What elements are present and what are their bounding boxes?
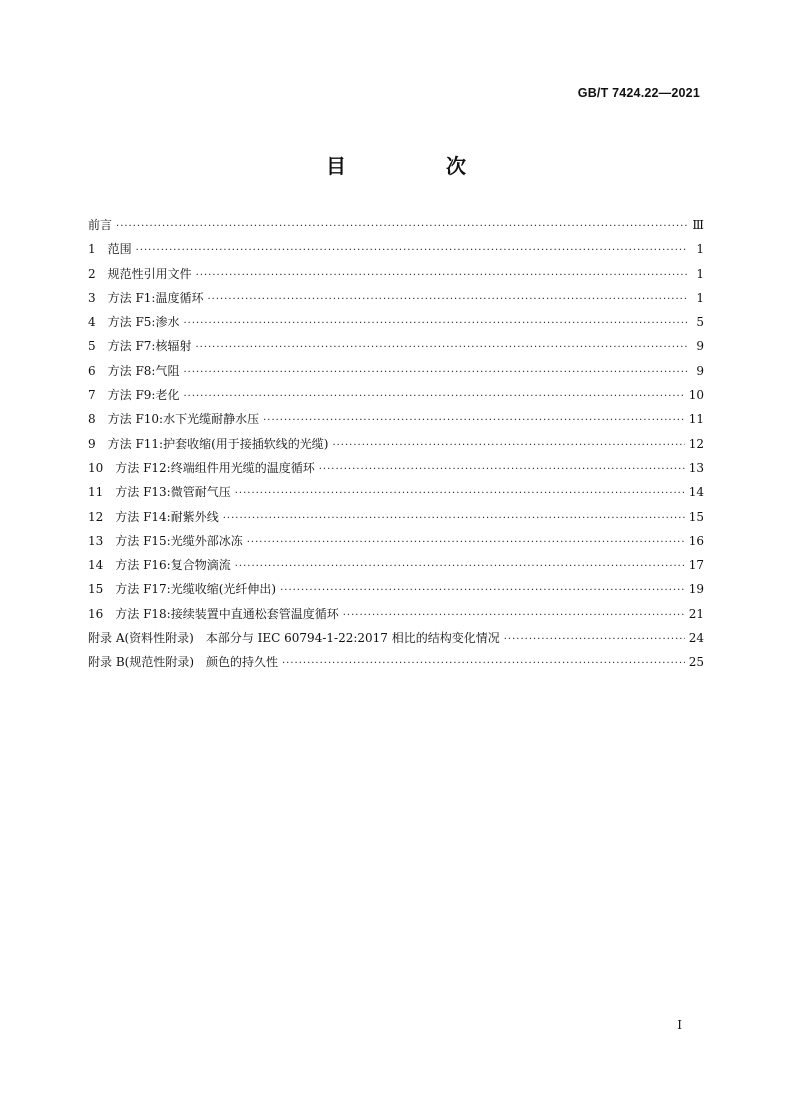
toc-entry-page: 15 <box>688 509 704 524</box>
toc-entry-label: 2 规范性引用文件 <box>88 266 192 281</box>
toc-entry[interactable] <box>88 410 704 434</box>
toc-entry-page: 9 <box>696 363 704 378</box>
toc-leader-dots <box>196 270 688 281</box>
toc-entry-label: 1 范围 <box>88 242 132 257</box>
toc-entry-page: 19 <box>688 582 704 597</box>
toc-entry[interactable] <box>88 240 704 264</box>
page-title: 目 次 <box>326 154 506 178</box>
toc-entry-label: 16 方法 F18:接续装置中直通松套管温度循环 <box>88 606 339 621</box>
toc-entry-label: 附录 B(规范性附录) 颜色的持久性 <box>88 655 278 670</box>
toc-entry[interactable] <box>88 337 704 361</box>
toc-entry-page: 14 <box>688 485 704 500</box>
toc-leader-dots <box>223 513 685 524</box>
toc-entry[interactable] <box>88 605 704 629</box>
toc-entry[interactable] <box>88 289 704 313</box>
toc-entry-label: 8 方法 F10:水下光缆耐静水压 <box>88 412 260 427</box>
toc-entry-label: 10 方法 F12:终端组件用光缆的温度循环 <box>88 460 315 475</box>
table-of-contents <box>88 216 704 678</box>
toc-entry-page: 17 <box>688 558 704 573</box>
toc-leader-dots <box>235 488 685 499</box>
toc-entry-label: 14 方法 F16:复合物滴流 <box>88 558 231 573</box>
toc-entry[interactable] <box>88 265 704 289</box>
toc-leader-dots <box>136 245 688 256</box>
toc-entry-page: 25 <box>688 655 704 670</box>
toc-leader-dots <box>183 367 688 378</box>
toc-leader-dots <box>235 561 685 572</box>
toc-entry[interactable] <box>88 653 704 677</box>
toc-leader-dots <box>343 610 685 621</box>
toc-entry-label: 附录 A(资料性附录) 本部分与 IEC 60794-1-22:2017 相比的结构变化情况 <box>88 631 500 646</box>
toc-entry[interactable] <box>88 483 704 507</box>
toc-leader-dots <box>116 221 688 232</box>
toc-entry[interactable] <box>88 629 704 653</box>
toc-entry-label: 4 方法 F5:渗水 <box>88 315 180 330</box>
toc-entry[interactable] <box>88 216 704 240</box>
toc-entry-page: 21 <box>688 606 704 621</box>
toc-entry-page: 12 <box>688 436 704 451</box>
toc-entry-label: 15 方法 F17:光缆收缩(光纤伸出) <box>88 582 277 597</box>
toc-entry-label: 6 方法 F8:气阻 <box>88 363 180 378</box>
toc-entry[interactable] <box>88 580 704 604</box>
toc-entry-label: 7 方法 F9:老化 <box>88 388 180 403</box>
toc-entry-label: 11 方法 F13:微管耐气压 <box>88 485 231 500</box>
toc-entry-page: 16 <box>688 533 704 548</box>
toc-leader-dots <box>183 391 684 402</box>
toc-leader-dots <box>183 318 688 329</box>
toc-leader-dots <box>207 294 688 305</box>
toc-entry[interactable] <box>88 532 704 556</box>
toc-entry[interactable] <box>88 313 704 337</box>
toc-entry-label: 12 方法 F14:耐紫外线 <box>88 509 219 524</box>
toc-entry[interactable] <box>88 459 704 483</box>
toc-entry[interactable] <box>88 362 704 386</box>
toc-entry-label: 9 方法 F11:护套收缩(用于接插软线的光缆) <box>88 436 329 451</box>
standard-code: GB/T 7424.22—2021 <box>577 86 700 100</box>
toc-entry[interactable] <box>88 435 704 459</box>
toc-entry[interactable] <box>88 556 704 580</box>
toc-entry-page: 13 <box>688 460 704 475</box>
toc-entry-page: 1 <box>696 266 704 281</box>
toc-entry[interactable] <box>88 508 704 532</box>
toc-entry-label: 3 方法 F1:温度循环 <box>88 290 204 305</box>
toc-entry-label: 13 方法 F15:光缆外部冰冻 <box>88 533 243 548</box>
toc-entry-page: 1 <box>696 242 704 257</box>
toc-leader-dots <box>504 634 685 645</box>
toc-leader-dots <box>282 658 685 669</box>
toc-leader-dots <box>332 440 684 451</box>
toc-entry-page: 10 <box>688 388 704 403</box>
toc-leader-dots <box>319 464 685 475</box>
toc-entry-label: 前言 <box>88 218 113 232</box>
toc-entry-page: 9 <box>696 339 704 354</box>
page-number: I <box>677 1018 682 1032</box>
toc-leader-dots <box>247 537 685 548</box>
toc-leader-dots <box>280 585 685 596</box>
toc-entry-page: 24 <box>688 631 704 646</box>
toc-leader-dots <box>263 415 685 426</box>
toc-entry-page: Ⅲ <box>692 218 704 232</box>
toc-entry-page: 1 <box>696 290 704 305</box>
toc-entry[interactable] <box>88 386 704 410</box>
toc-entry-page: 5 <box>696 315 704 330</box>
toc-entry-label: 5 方法 F7:核辐射 <box>88 339 192 354</box>
toc-leader-dots <box>195 342 688 353</box>
toc-entry-page: 11 <box>688 412 704 427</box>
